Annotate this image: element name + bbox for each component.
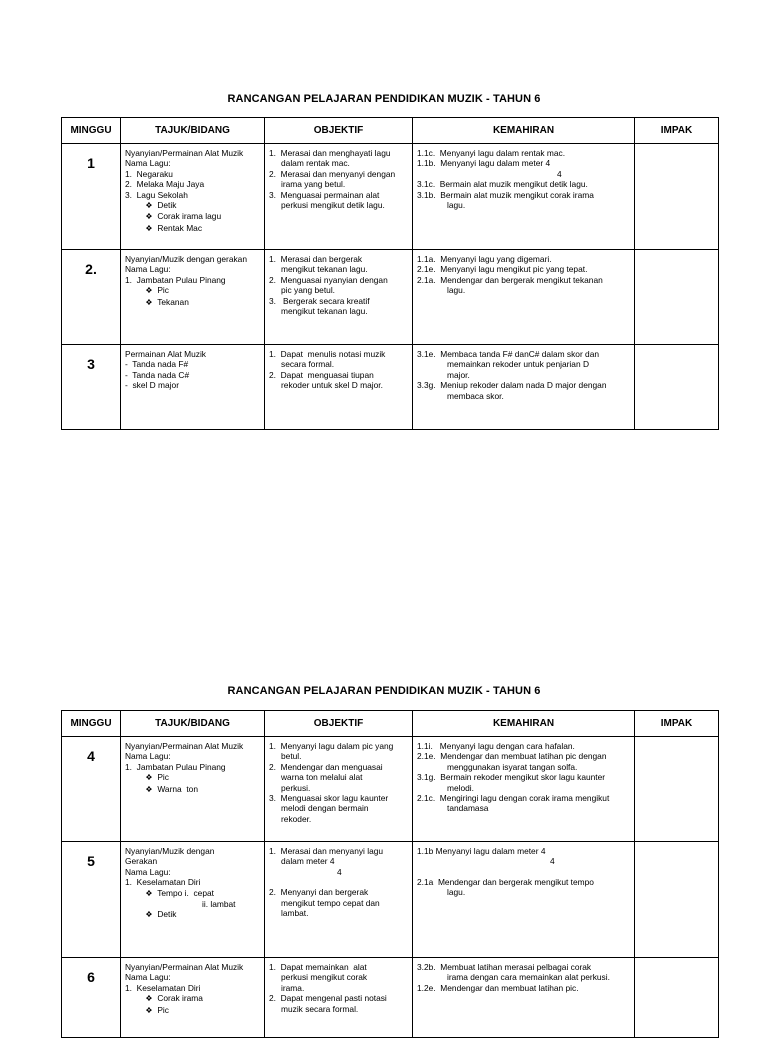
header-minggu: MINGGU xyxy=(62,711,121,737)
kemahiran-line: 1.1b Menyanyi lagu dalam meter 4 xyxy=(417,846,546,856)
objektif-line: dalam rentak mac. xyxy=(281,158,350,169)
tajuk-cell xyxy=(121,250,265,345)
objektif-line: 1. Menyanyi lagu dalam pic yang xyxy=(269,741,394,751)
objektif-cell xyxy=(265,250,413,345)
header-minggu: MINGGU xyxy=(62,118,121,144)
diamond-bullet-icon: ❖ xyxy=(145,223,153,233)
diamond-bullet-icon: ❖ xyxy=(145,297,153,307)
bullet-item xyxy=(125,297,261,308)
tajuk-line: - Tanda nada C# xyxy=(125,369,190,380)
tajuk-line: 1. Jambatan Pulau Pinang xyxy=(125,274,226,285)
table-row xyxy=(62,958,719,1038)
objektif-line: rekoder untuk skel D major. xyxy=(281,380,383,391)
objektif-cell xyxy=(265,958,413,1038)
lesson-plan-table-2 xyxy=(61,710,719,1038)
tajuk-line: - skel D major xyxy=(125,380,179,391)
tajuk-line: 3. Lagu Sekolah xyxy=(125,189,188,200)
objektif-cell xyxy=(265,842,413,958)
week-number: 5 xyxy=(62,842,121,958)
kemahiran-line: 3.2b. Membuat latihan merasai pelbagai corak xyxy=(417,962,592,972)
bullet-item xyxy=(125,200,261,211)
objektif-line: rekoder. xyxy=(281,813,312,824)
kemahiran-line: lagu. xyxy=(447,887,466,898)
tajuk-line: 1. Jambatan Pulau Pinang xyxy=(125,761,226,772)
kemahiran-line: 3.1b. Bermain alat muzik mengikut corak irama xyxy=(417,189,594,200)
kemahiran-line: melodi. xyxy=(447,782,474,793)
objektif-line: betul. xyxy=(281,751,302,762)
objektif-line: 1. Merasai dan menghayati lagu xyxy=(269,148,391,158)
kemahiran-line: 1.1b. Menyanyi lagu dalam meter 4 xyxy=(417,158,551,169)
header-kemahiran: KEMAHIRAN xyxy=(413,711,635,737)
kemahiran-line: 2.1e. Mendengar dan membuat latihan pic dengan xyxy=(417,751,607,762)
kemahiran-cell xyxy=(413,737,635,842)
week-number: 3 xyxy=(62,345,121,430)
kemahiran-line: 2.1a Mendengar dan bergerak mengikut tempo xyxy=(417,876,594,887)
objektif-line: dalam meter 4 xyxy=(281,856,335,867)
objektif-line: melodi dengan bermain xyxy=(281,803,369,814)
bullet-label: Tekanan xyxy=(157,296,189,307)
kemahiran-cell xyxy=(413,345,635,430)
tajuk-line: Gerakan xyxy=(125,856,158,867)
objektif-line: perkusi. xyxy=(281,782,311,793)
tajuk-line: 1. Negaraku xyxy=(125,168,173,179)
objektif-cell xyxy=(265,144,413,250)
kemahiran-cell xyxy=(413,144,635,250)
impak-cell xyxy=(635,737,719,842)
bullet-item xyxy=(125,223,261,234)
objektif-line: muzik secara formal. xyxy=(281,1003,359,1014)
header-impak: IMPAK xyxy=(635,711,719,737)
kemahiran-line: 3.1e. Membaca tanda F# danC# dalam skor dan xyxy=(417,349,600,359)
tajuk-cell xyxy=(121,958,265,1038)
tajuk-line: 1. Keselamatan Diri xyxy=(125,982,201,993)
tajuk-line: Nama Lagu: xyxy=(125,158,171,169)
kemahiran-line: 1.2e. Mendengar dan membuat latihan pic. xyxy=(417,982,579,993)
lesson-plan-table-1 xyxy=(61,117,719,430)
diamond-bullet-icon: ❖ xyxy=(145,773,153,783)
diamond-bullet-icon: ❖ xyxy=(145,201,153,211)
tajuk-line: Nyanyian/Permainan Alat Muzik xyxy=(125,962,244,972)
table-header-row xyxy=(62,711,719,737)
objektif-line: 1. Merasai dan bergerak xyxy=(269,254,363,264)
bullet-label: Pic xyxy=(157,772,169,783)
kemahiran-line: 1.1a. Menyanyi lagu yang digemari. xyxy=(417,254,552,264)
objektif-line: 2. Dapat menguasai tiupan xyxy=(269,369,374,380)
kemahiran-line: tandamasa xyxy=(447,803,489,814)
table-header-row xyxy=(62,118,719,144)
week-number: 6 xyxy=(62,958,121,1038)
bullet-item xyxy=(125,285,261,296)
table-row xyxy=(62,842,719,958)
kemahiran-line: 3.1g. Bermain rekoder mengikut skor lagu kaunter xyxy=(417,772,606,783)
kemahiran-line: lagu. xyxy=(447,200,466,211)
kemahiran-line: 2.1e. Menyanyi lagu mengikut pic yang tepat. xyxy=(417,264,588,275)
bullet-label: Pic xyxy=(157,285,169,296)
objektif-line: warna ton melalui alat xyxy=(281,772,363,783)
tajuk-line: 2. Melaka Maju Jaya xyxy=(125,179,205,190)
kemahiran-line: major. xyxy=(447,369,470,380)
objektif-line: 3. Menguasai permainan alat xyxy=(269,189,380,200)
bullet-label: Rentak Mac xyxy=(157,222,203,233)
objektif-line: 2. Mendengar dan menguasai xyxy=(269,761,383,772)
table-row xyxy=(62,345,719,430)
objektif-cell xyxy=(265,345,413,430)
table-row xyxy=(62,737,719,842)
diamond-bullet-icon: ❖ xyxy=(145,888,153,898)
impak-cell xyxy=(635,345,719,430)
objektif-line: mengikut tekanan lagu. xyxy=(281,264,368,275)
objektif-line: irama. xyxy=(281,982,305,993)
meter-denominator: 4 xyxy=(550,856,555,867)
tajuk-line: Nama Lagu: xyxy=(125,751,171,762)
kemahiran-line: 1.1i. Menyanyi lagu dengan cara hafalan. xyxy=(417,741,575,751)
header-tajuk: TAJUK/BIDANG xyxy=(121,711,265,737)
objektif-line: 1. Dapat memainkan alat xyxy=(269,962,367,972)
kemahiran-line: 1.1c. Menyanyi lagu dalam rentak mac. xyxy=(417,148,566,158)
meter-denominator: 4 xyxy=(337,866,342,877)
bullet-label: Detik xyxy=(157,909,177,920)
objektif-line: mengikut tempo cepat dan xyxy=(281,897,380,908)
objektif-line: pic yang betul. xyxy=(281,285,336,296)
table-row xyxy=(62,144,719,250)
diamond-bullet-icon: ❖ xyxy=(145,1005,153,1015)
objektif-line: 3. Menguasai skor lagu kaunter xyxy=(269,793,389,804)
page-title-1: RANCANGAN PELAJARAN PENDIDIKAN MUZIK - TAHUN 6 xyxy=(227,93,541,105)
objektif-line: lambat. xyxy=(281,908,309,919)
kemahiran-line: memainkan rekoder untuk penjarian D xyxy=(447,359,589,370)
kemahiran-cell xyxy=(413,250,635,345)
bullet-label: Warna ton xyxy=(157,783,198,794)
tajuk-line: - Tanda nada F# xyxy=(125,359,189,370)
bullet-label: Corak irama lagu xyxy=(157,211,222,222)
impak-cell xyxy=(635,958,719,1038)
week-number: 4 xyxy=(62,737,121,842)
objektif-line: perkusi mengikut corak xyxy=(281,972,368,983)
header-objektif: OBJEKTIF xyxy=(265,118,413,144)
tajuk-line: Permainan Alat Muzik xyxy=(125,349,206,359)
diamond-bullet-icon: ❖ xyxy=(145,994,153,1004)
week-number: 2. xyxy=(62,250,121,345)
objektif-line: perkusi mengikut detik lagu. xyxy=(281,200,385,211)
kemahiran-line: membaca skor. xyxy=(447,390,504,401)
objektif-cell xyxy=(265,737,413,842)
objektif-line: 1. Merasai dan menyanyi lagu xyxy=(269,846,384,856)
bullet-item xyxy=(125,909,261,920)
diamond-bullet-icon: ❖ xyxy=(145,286,153,296)
tajuk-cell xyxy=(121,144,265,250)
bullet-label: Corak irama xyxy=(157,993,203,1004)
objektif-line: secara formal. xyxy=(281,359,335,370)
bullet-item xyxy=(125,211,261,222)
page-title-2: RANCANGAN PELAJARAN PENDIDIKAN MUZIK - TAHUN 6 xyxy=(227,685,541,697)
week-number: 1 xyxy=(62,144,121,250)
bullet-item xyxy=(125,888,261,899)
tajuk-line: 1. Keselamatan Diri xyxy=(125,877,201,888)
kemahiran-cell xyxy=(413,842,635,958)
meter-denominator: 4 xyxy=(557,168,562,179)
tajuk-cell xyxy=(121,345,265,430)
diamond-bullet-icon: ❖ xyxy=(145,212,153,222)
table-row xyxy=(62,250,719,345)
diamond-bullet-icon: ❖ xyxy=(145,784,153,794)
bullet-item xyxy=(125,1005,261,1016)
kemahiran-line: menggunakan isyarat tangan solfa. xyxy=(447,761,578,772)
kemahiran-line: 3.1c. Bermain alat muzik mengikut detik lagu. xyxy=(417,179,588,190)
bullet-label: Pic xyxy=(157,1004,169,1015)
objektif-line: 2. Menyanyi dan bergerak xyxy=(269,887,369,898)
objektif-line: 2. Merasai dan menyanyi dengan xyxy=(269,168,396,179)
tajuk-line: Nama Lagu: xyxy=(125,866,171,877)
tajuk-line: Nyanyian/Permainan Alat Muzik xyxy=(125,741,244,751)
objektif-line: mengikut tekanan lagu. xyxy=(281,306,368,317)
bullet-label: Tempo i. cepat xyxy=(157,887,214,898)
objektif-line: 2. Menguasai nyanyian dengan xyxy=(269,274,388,285)
bullet-label: Detik xyxy=(157,200,177,211)
tajuk-cell xyxy=(121,842,265,958)
bullet-item xyxy=(125,784,261,795)
kemahiran-line: 3.3g. Meniup rekoder dalam nada D major dengan xyxy=(417,380,607,391)
header-objektif: OBJEKTIF xyxy=(265,711,413,737)
diamond-bullet-icon: ❖ xyxy=(145,910,153,920)
impak-cell xyxy=(635,144,719,250)
tajuk-line: Nyanyian/Muzik dengan gerakan xyxy=(125,254,247,264)
kemahiran-line: 2.1a. Mendengar dan bergerak mengikut tekanan xyxy=(417,274,603,285)
bullet-item xyxy=(125,993,261,1004)
objektif-line: irama yang betul. xyxy=(281,179,346,190)
kemahiran-line: lagu. xyxy=(447,285,466,296)
kemahiran-cell xyxy=(413,958,635,1038)
impak-cell xyxy=(635,250,719,345)
objektif-line: 1. Dapat menulis notasi muzik xyxy=(269,349,386,359)
bullet-item xyxy=(125,772,261,783)
impak-cell xyxy=(635,842,719,958)
header-kemahiran: KEMAHIRAN xyxy=(413,118,635,144)
header-impak: IMPAK xyxy=(635,118,719,144)
bullet-subline: ii. lambat xyxy=(202,899,236,910)
objektif-line: 3. Bergerak secara kreatif xyxy=(269,295,370,306)
kemahiran-line: 2.1c. Mengiringi lagu dengan corak irama mengikut xyxy=(417,793,610,804)
tajuk-line: Nama Lagu: xyxy=(125,264,171,275)
tajuk-line: Nyanyian/Muzik dengan xyxy=(125,846,215,856)
kemahiran-line: irama dengan cara memainkan alat perkusi. xyxy=(447,972,610,983)
tajuk-line: Nama Lagu: xyxy=(125,972,171,983)
tajuk-cell xyxy=(121,737,265,842)
objektif-line: 2. Dapat mengenal pasti notasi xyxy=(269,993,387,1004)
tajuk-line: Nyanyian/Permainan Alat Muzik xyxy=(125,148,244,158)
header-tajuk: TAJUK/BIDANG xyxy=(121,118,265,144)
